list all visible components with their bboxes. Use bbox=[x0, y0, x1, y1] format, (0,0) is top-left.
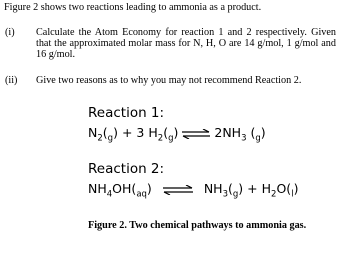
product-ammonia: $2NH_3$ $(_g)$ bbox=[214, 125, 266, 144]
question-2-text: Give two reasons as to why you may not recommend Reaction 2. bbox=[36, 75, 302, 86]
reaction-2-block bbox=[88, 161, 298, 199]
plus-sign: + bbox=[247, 181, 258, 196]
reaction-1-block bbox=[88, 105, 266, 143]
figure-caption: Figure 2. Two chemical pathways to ammonia gas. bbox=[88, 220, 307, 231]
product-ammonia: $NH_3(_g)$ bbox=[203, 181, 244, 200]
equilibrium-arrow-icon bbox=[162, 185, 194, 195]
reaction-1-equation bbox=[88, 123, 266, 143]
question-1-label: (i) bbox=[5, 27, 15, 38]
equilibrium-arrow-icon bbox=[181, 129, 211, 139]
question-2-label: (ii) bbox=[5, 75, 18, 86]
product-water: $H_2O(_l)$ bbox=[261, 181, 299, 200]
reaction-2-equation bbox=[88, 179, 298, 199]
reactant-nitrogen: $N_2(_g)$ bbox=[88, 125, 118, 144]
reactant-ammonium-hydroxide: $NH_4OH(_{aq})$ bbox=[88, 181, 152, 200]
reactant-hydrogen: 3 $H_2(_g)$ bbox=[136, 125, 179, 144]
reaction-1-title: Reaction 1: bbox=[88, 105, 165, 121]
reaction-2-title: Reaction 2: bbox=[88, 161, 165, 177]
plus-sign: + bbox=[121, 125, 133, 140]
intro-text: Figure 2 shows two reactions leading to ammonia as a product. bbox=[4, 2, 262, 13]
question-1-text: Calculate the Atom Economy for reaction 1 and 2 respectively. Given that the approximated molar mass for N, H, O are 14 g/mol, 1 g/mol and 16 g/mol. bbox=[36, 27, 336, 60]
